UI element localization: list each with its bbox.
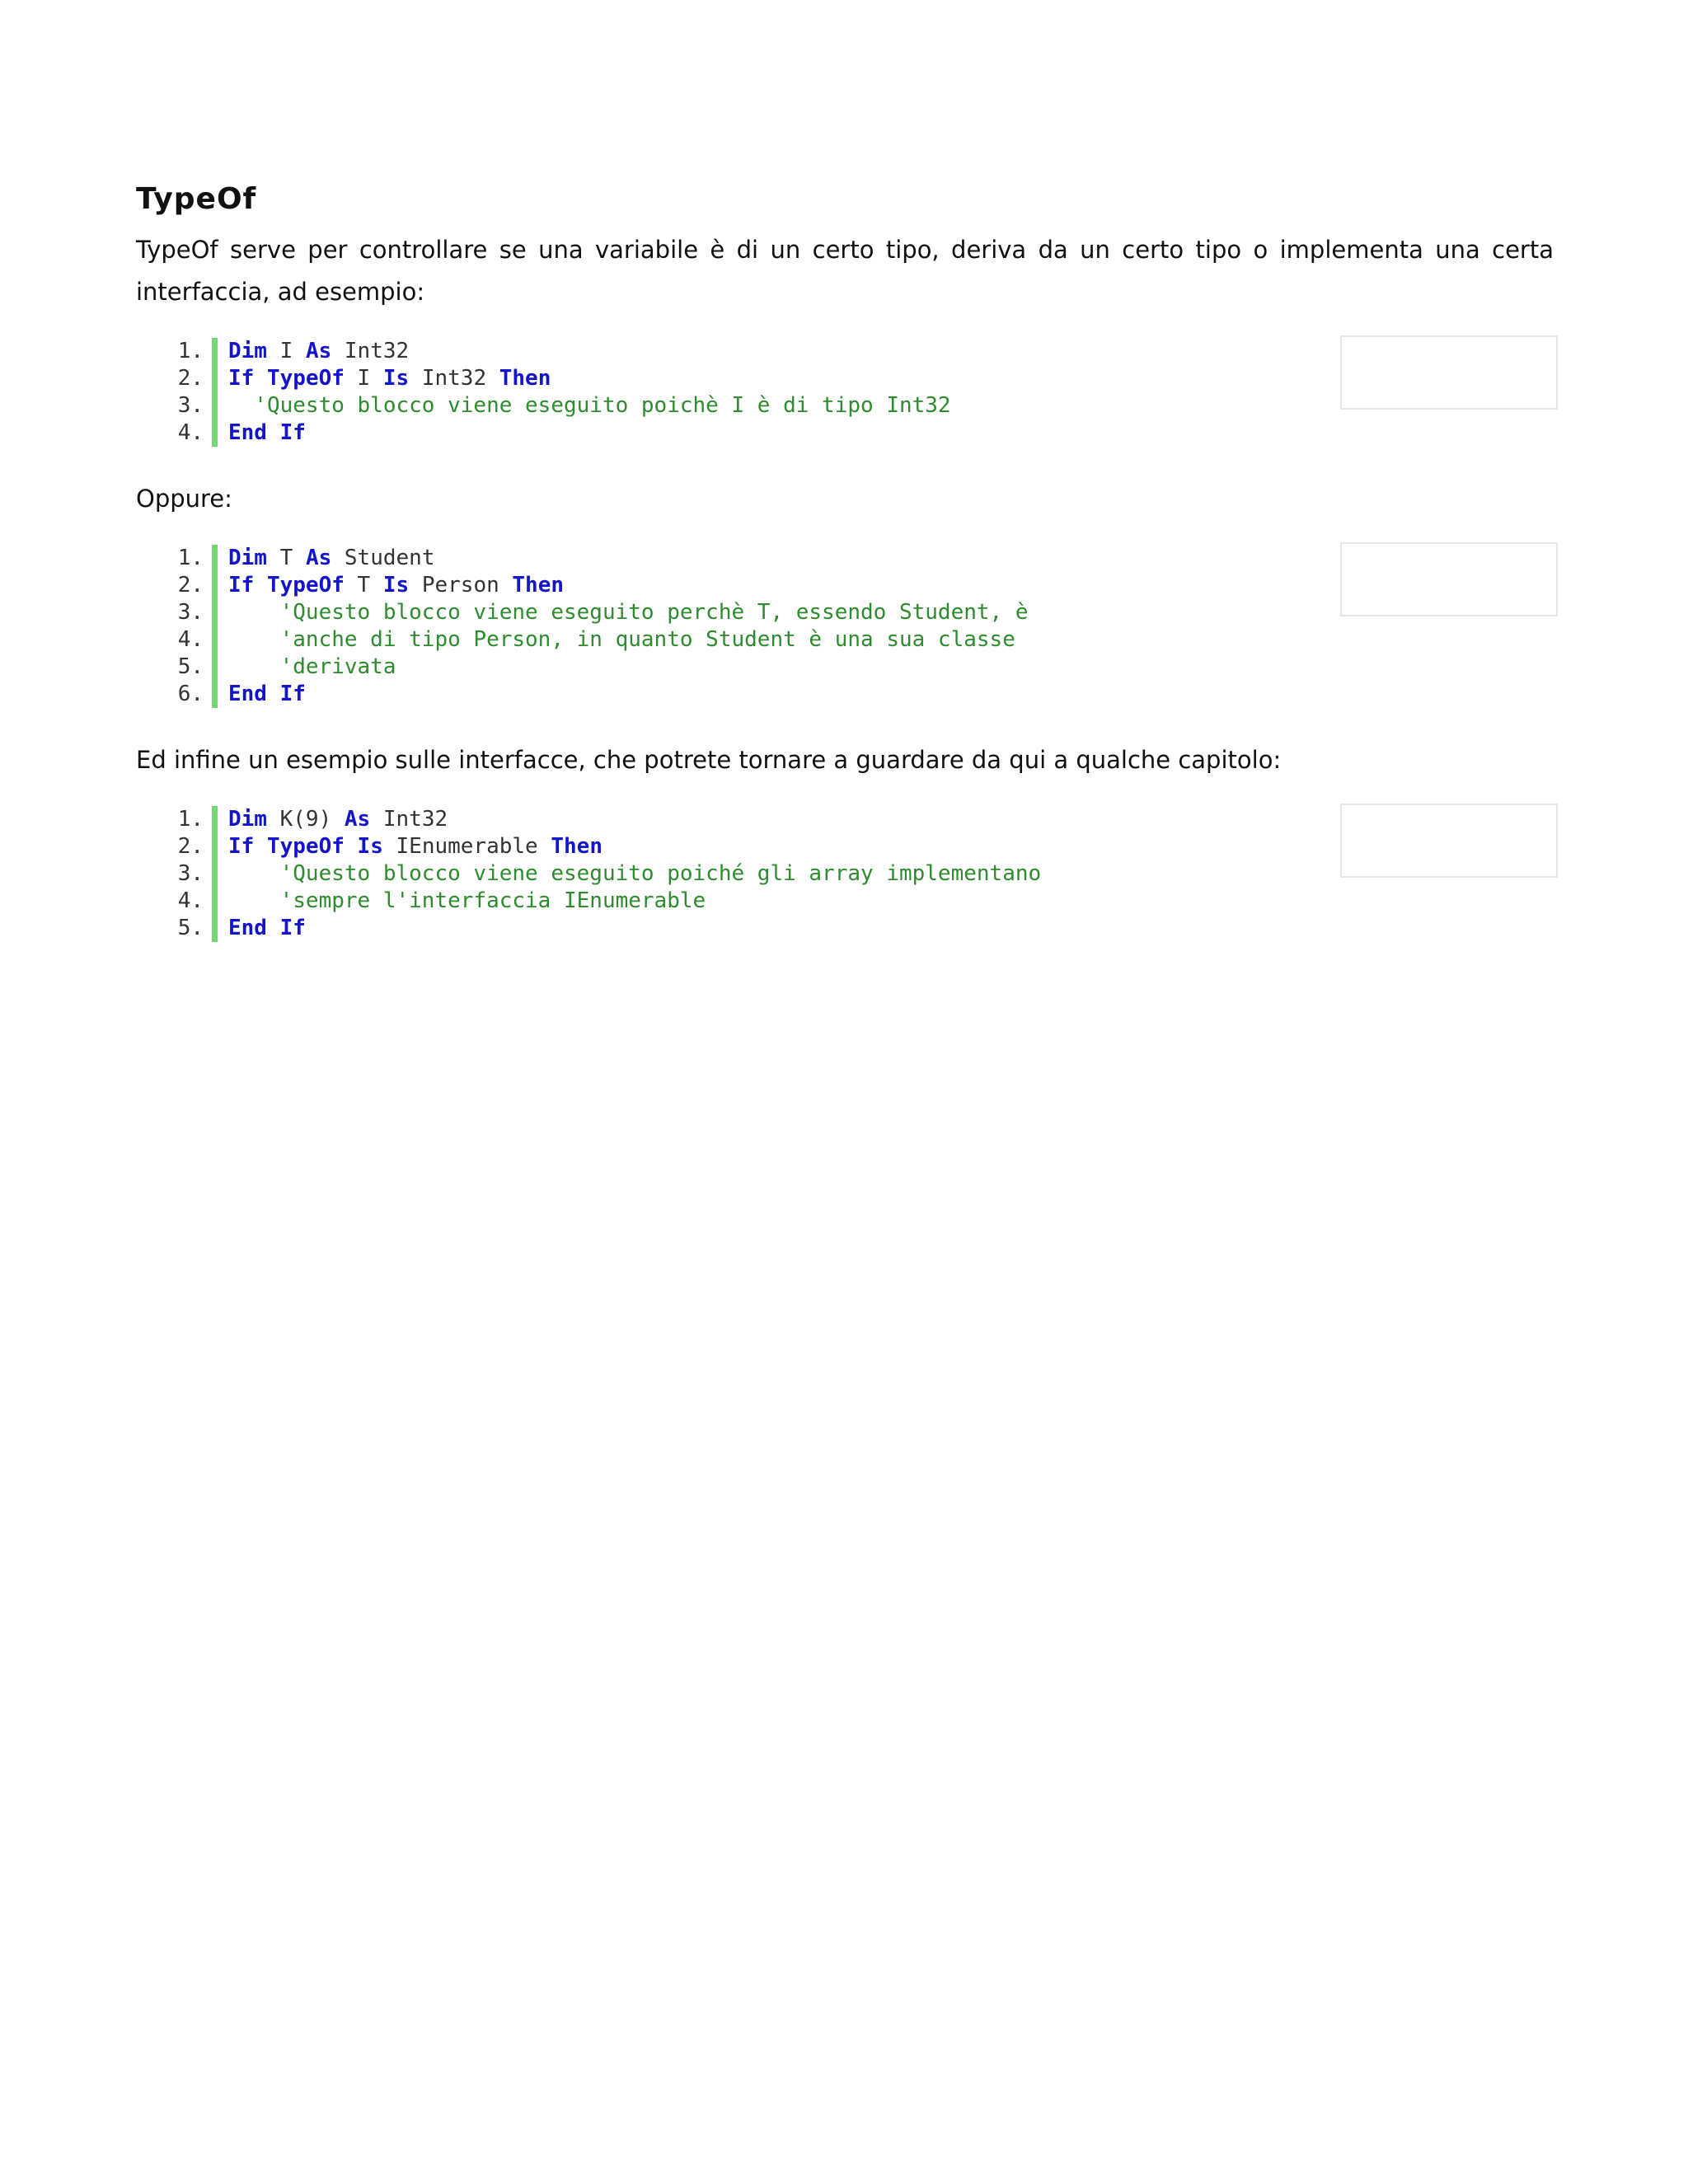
code-identifier: Student <box>331 546 435 570</box>
code-comment: 'derivata <box>228 654 396 679</box>
code-keyword: If <box>279 682 306 706</box>
code-keyword: Then <box>551 834 603 859</box>
code-identifier <box>345 834 358 859</box>
code-comment: 'Questo blocco viene eseguito poiché gli array implementano <box>228 861 1042 886</box>
line-number: 4. <box>177 420 204 445</box>
code-identifier: Int32 <box>370 807 448 832</box>
line-number: 3. <box>177 393 204 418</box>
intro-paragraph: TypeOf serve per controllare se una variabile è di un certo tipo, deriva da un certo tipo o implementa una certa interfaccia, ad esempio: <box>136 236 1554 306</box>
code-keyword: As <box>344 807 371 832</box>
line-number: 2. <box>177 834 204 859</box>
code-line <box>136 915 1554 942</box>
code-keyword: Then <box>512 573 565 598</box>
code-keyword: Dim <box>228 807 267 832</box>
document-page <box>136 181 1554 973</box>
code-line <box>136 888 1554 915</box>
code-identifier: Int32 <box>409 366 499 391</box>
code-keyword: If <box>228 834 255 859</box>
code-keyword: If <box>228 366 255 391</box>
code-comment: 'Questo blocco viene eseguito perchè T, essendo Student, è <box>228 600 1029 625</box>
code-gutter-bar <box>212 572 218 599</box>
code-text <box>228 626 1554 654</box>
code-keyword: End <box>228 682 267 706</box>
code-comment: 'sempre l'interfaccia IEnumerable <box>228 888 706 913</box>
code-line <box>136 654 1554 681</box>
code-identifier: IEnumerable <box>382 834 551 859</box>
line-number: 5. <box>177 654 204 679</box>
interfaces-paragraph: Ed infine un esempio sulle interfacce, che potrete tornare a guardare da qui a qualche capitolo: <box>136 746 1282 774</box>
code-identifier: I <box>266 339 306 363</box>
code-keyword: TypeOf <box>266 834 345 859</box>
code-text <box>228 654 1554 681</box>
code-identifier <box>267 420 280 445</box>
line-number: 2. <box>177 366 204 391</box>
code-keyword: Dim <box>228 546 267 570</box>
code-block-3 <box>136 806 1554 942</box>
code-text <box>228 888 1554 915</box>
code-keyword: Dim <box>228 339 267 363</box>
code-keyword: Then <box>499 366 551 391</box>
line-number: 1. <box>177 339 204 363</box>
code-keyword: If <box>279 916 306 940</box>
code-gutter-bar <box>212 365 218 392</box>
code-text <box>228 915 1554 942</box>
code-keyword: TypeOf <box>266 573 345 598</box>
code-keyword: Is <box>382 573 410 598</box>
code-keyword: End <box>228 420 267 445</box>
code-identifier: I <box>344 366 383 391</box>
section-heading: TypeOf <box>136 182 257 216</box>
code-keyword: Is <box>357 834 383 859</box>
code-keyword: If <box>228 573 255 598</box>
code-block-1 <box>136 338 1554 447</box>
code-gutter-bar <box>212 915 218 942</box>
code-identifier: Person <box>409 573 513 598</box>
code-comment: 'anche di tipo Person, in quanto Student è una sua classe <box>228 627 1015 652</box>
line-number: 3. <box>177 600 204 625</box>
code-identifier <box>267 916 280 940</box>
code-identifier: T <box>344 573 383 598</box>
code-gutter-bar <box>212 888 218 915</box>
code-line <box>136 681 1554 708</box>
code-block-2 <box>136 545 1554 708</box>
code-gutter-bar <box>212 806 218 833</box>
code-gutter-bar <box>212 833 218 860</box>
code-identifier: T <box>266 546 306 570</box>
code-gutter-bar <box>212 599 218 626</box>
code-identifier: K(9) <box>266 807 345 832</box>
line-number: 1. <box>177 546 204 570</box>
code-line <box>136 626 1554 654</box>
code-identifier <box>254 366 267 391</box>
code-identifier <box>254 834 267 859</box>
code-gutter-bar <box>212 392 218 419</box>
oppure-paragraph: Oppure: <box>136 485 232 513</box>
code-text <box>228 681 1554 708</box>
code-gutter-bar <box>212 419 218 447</box>
copy-code-button[interactable] <box>1340 542 1558 616</box>
code-gutter-bar <box>212 626 218 654</box>
copy-code-button[interactable] <box>1340 804 1558 878</box>
code-keyword: Is <box>382 366 410 391</box>
line-number: 3. <box>177 861 204 886</box>
code-gutter-bar <box>212 338 218 365</box>
line-number: 5. <box>177 916 204 940</box>
code-identifier <box>267 682 280 706</box>
code-keyword: As <box>305 339 332 363</box>
code-gutter-bar <box>212 860 218 888</box>
line-number: 1. <box>177 807 204 832</box>
code-gutter-bar <box>212 545 218 572</box>
code-gutter-bar <box>212 654 218 681</box>
code-keyword: End <box>228 916 267 940</box>
code-keyword: As <box>305 546 332 570</box>
code-keyword: If <box>279 420 306 445</box>
code-identifier: Int32 <box>331 339 410 363</box>
code-gutter-bar <box>212 681 218 708</box>
code-line <box>136 419 1554 447</box>
code-keyword: TypeOf <box>266 366 345 391</box>
code-text <box>228 419 1554 447</box>
code-identifier <box>254 573 267 598</box>
code-comment: 'Questo blocco viene eseguito poichè I è di tipo Int32 <box>228 393 951 418</box>
copy-code-button[interactable] <box>1340 335 1558 410</box>
line-number: 2. <box>177 573 204 598</box>
line-number: 4. <box>177 627 204 652</box>
line-number: 4. <box>177 888 204 913</box>
line-number: 6. <box>177 682 204 706</box>
